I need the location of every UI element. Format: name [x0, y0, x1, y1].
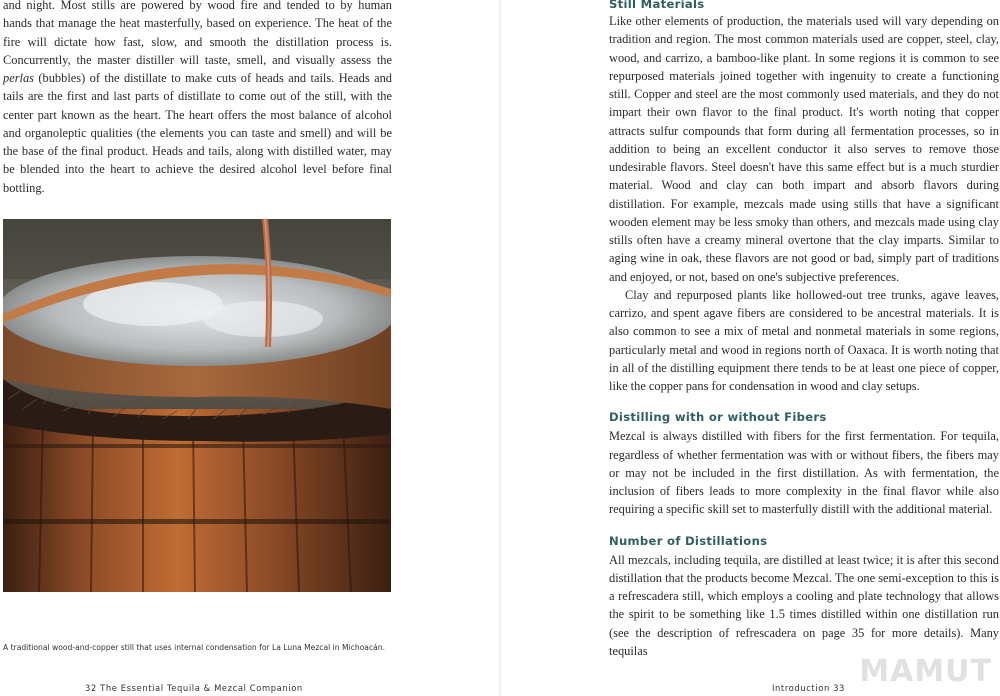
left-body-paragraph	[3, 0, 392, 197]
watermark-logo: MAMUT	[859, 654, 992, 689]
section-heading-distillations: Number of Distillations	[609, 533, 768, 548]
distillations-paragraph: All mezcals, including tequila, are distilled at least twice; it is after this second distillation that the products become Mezcal. The one semi-exception to this is a refrescadera still, which employs a cooling and plate technology that allows the spirit to be something like 1.5 times distilled within one distillation run (see the description of refrescadera on page 35 for more details). Many tequilas	[609, 552, 999, 658]
right-page-footer: Introduction 33	[771, 683, 845, 693]
section-heading-still-materials: Still Materials	[609, 0, 705, 11]
right-page	[500, 0, 1000, 696]
copper-still-photo	[3, 219, 391, 592]
paragraph-text: and night. Most stills are powered by wood fire and tended to by human hands that manage the heat masterfully, based on experience. The heat of the fire will dictate how fast, slow, and smooth the distillation process is. Concurrently, the master distiller will taste, smell, and visually assess the	[3, 0, 392, 67]
still-materials-paragraph-1: Like other elements of production, the materials used will vary depending on tradition and region. The most common materials used are copper, steel, clay, wood, and carrizo, a bamboo-like plant. In some regions it is common to see repurposed materials joined together with ingenuity to create a functioning still. Copper and steel are the most commonly used materials, and they do not impart their own flavor to the final product. It's worth noting that copper attracts sulfur compounds that form during all fermentation processes, so in addition to being an excellent conductor it also serves to remove those undesirable flavors. Steel doesn't have this same effect but is a much sturdier material. Wood and clay can both impart and absorb flavors during distillation. For example, mezcals made using stills that have a significant wooden element may be less smoky than others, and mezcals made using clay stills often have a creamy mineral overtone that the clay imparts. Similar to aging wine in oak, these flavors are not good or bad, simply part of traditions and enjoyed, or not, based on one's subjective preferences.	[609, 14, 999, 284]
photo-caption: A traditional wood-and-copper still that uses internal condensation for La Luna Mezcal in Michoacán.	[3, 643, 386, 652]
italic-term: perlas	[3, 71, 34, 85]
right-column	[609, 0, 999, 660]
left-page-footer: 32 The Essential Tequila & Mezcal Companion	[85, 683, 303, 693]
still-materials-paragraph-2: Clay and repurposed plants like hollowed-out tree trunks, agave leaves, carrizo, and spent agave fibers are considered to be ancestral materials. It is also common to see a mix of metal and nonmetal materials in some regions, particularly metal and wood in regions north of Oaxaca. It is worth noting that in all of the distilling equipment there tends to be at least one piece of copper, like the copper pans for condensation in wood and clay setups.	[609, 287, 999, 393]
fibers-paragraph: Mezcal is always distilled with fibers for the first fermentation. For tequila, regardless of whether fermentation was with or without fibers, the fibers may or may not be included in the first distillation. As with fermentation, the inclusion of fibers leads to more complexity in the final flavor while also requiring a specific skill set to masterfully distill with the additional material.	[609, 429, 999, 517]
paragraph-text: (bubbles) of the distillate to make cuts of heads and tails. Heads and tails are the first and last parts of distillate to come out of the still, with the center part known as the heart. The heart offers the most balance of alcohol and organoleptic qualities (the elements you can taste and smell) and will be the base of the final product. Heads and tails, along with distilled water, may be blended into the heart to achieve the desired alcohol level before final bottling.	[3, 71, 392, 195]
section-heading-fibers: Distilling with or without Fibers	[609, 410, 827, 425]
